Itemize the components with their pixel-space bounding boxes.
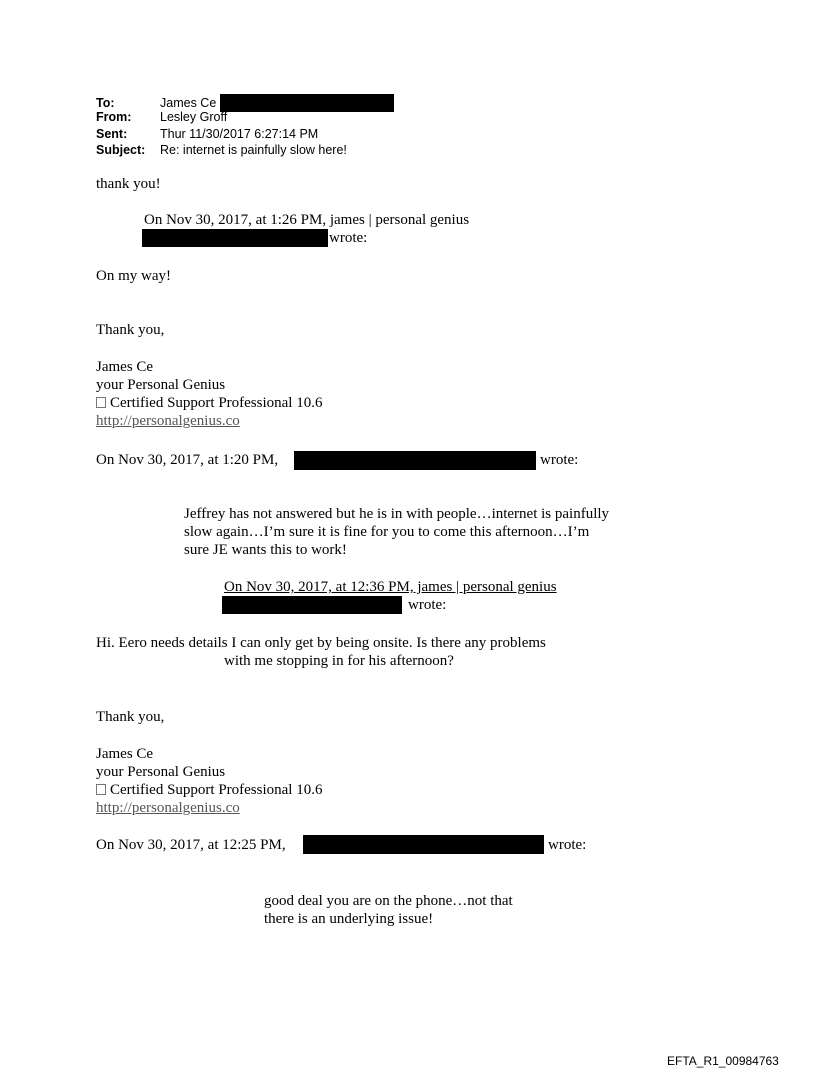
quote-header-1: On Nov 30, 2017, at 1:26 PM, james | personal genius	[144, 212, 470, 228]
to-value: James Ce	[160, 96, 217, 110]
quote-header-3: On Nov 30, 2017, at 12:36 PM, james | personal genius	[224, 579, 557, 595]
redaction-bar	[220, 94, 394, 112]
signature-closing: Thank you,	[96, 709, 165, 725]
redaction-bar	[222, 596, 402, 614]
signature-cert-text: Certified Support Professional 10.6	[110, 395, 323, 411]
signature-closing: Thank you,	[96, 322, 165, 338]
quote-wrote-4: wrote:	[548, 837, 587, 853]
apple-icon	[96, 784, 106, 795]
quote-header-4: On Nov 30, 2017, at 12:25 PM,	[96, 837, 286, 853]
redaction-bar	[294, 451, 536, 470]
quote-wrote-1: wrote:	[329, 230, 368, 246]
sent-label: Sent:	[96, 127, 128, 141]
quoted-text-line: good deal you are on the phone…not that	[264, 893, 513, 909]
signature-link[interactable]: http://personalgenius.co	[96, 800, 240, 816]
quoted-text-line: there is an underlying issue!	[264, 911, 434, 927]
from-label: From:	[96, 110, 132, 124]
bates-number: EFTA_R1_00984763	[667, 1054, 779, 1068]
signature-name: James Ce	[96, 746, 154, 762]
message-text: On my way!	[96, 268, 171, 284]
redaction-bar	[303, 835, 544, 854]
quoted-text-line: Jeffrey has not answered but he is in with people…internet is painfully	[184, 506, 610, 522]
reply-text: thank you!	[96, 176, 161, 192]
from-value: Lesley Groff	[160, 110, 228, 124]
signature-cert	[96, 394, 322, 412]
quoted-text-line: sure JE wants this to work!	[184, 542, 347, 558]
quote-wrote-2: wrote:	[540, 452, 579, 468]
subject-label: Subject:	[96, 143, 146, 157]
apple-icon	[96, 397, 106, 408]
signature-title: your Personal Genius	[96, 377, 226, 393]
to-label: To:	[96, 96, 115, 110]
signature-link[interactable]: http://personalgenius.co	[96, 413, 240, 429]
quote-header-2: On Nov 30, 2017, at 1:20 PM,	[96, 452, 279, 468]
quoted-text-line: with me stopping in for his afternoon?	[224, 653, 454, 669]
quoted-text-line: Hi. Eero needs details I can only get by being onsite. Is there any problems	[96, 635, 546, 651]
signature-cert-text: Certified Support Professional 10.6	[110, 782, 323, 798]
signature-title: your Personal Genius	[96, 764, 226, 780]
quoted-text-line: slow again…I’m sure it is fine for you to come this afternoon…I’m	[184, 524, 590, 540]
signature-name: James Ce	[96, 359, 154, 375]
sent-value: Thur 11/30/2017 6:27:14 PM	[160, 127, 319, 141]
quote-wrote-3: wrote:	[408, 597, 447, 613]
subject-value: Re: internet is painfully slow here!	[160, 143, 347, 157]
signature-cert	[96, 781, 322, 799]
redaction-bar	[142, 229, 328, 247]
